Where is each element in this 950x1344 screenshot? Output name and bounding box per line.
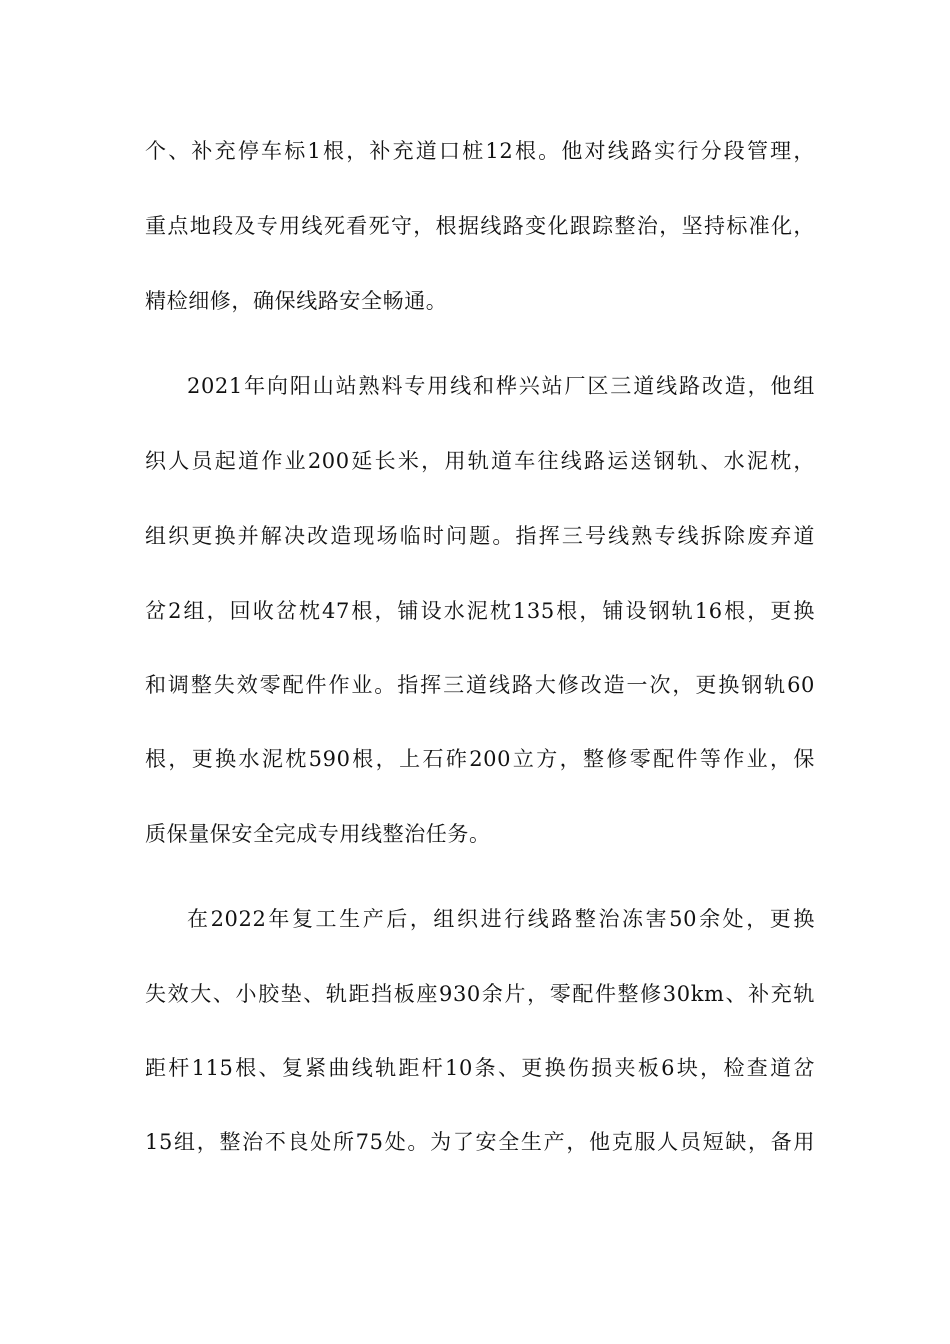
- p2-line-2: 织人员起道作业200延长米，用轨道车往线路运送钢轨、水泥枕，: [145, 449, 815, 473]
- p2-line-7: 质保量保安全完成专用线整治任务。: [145, 822, 491, 846]
- p3-line-3: 距杆115根、复紧曲线轨距杆10条、更换伤损夹板6块，检查道岔: [145, 1056, 815, 1080]
- p2-line-4: 岔2组，回收岔枕47根，铺设水泥枕135根，铺设钢轨16根，更换: [145, 599, 815, 623]
- p1-line-1: 个、补充停车标1根，补充道口桩12根。他对线路实行分段管理，: [145, 139, 815, 163]
- p1-line-3: 精检细修，确保线路安全畅通。: [145, 289, 448, 313]
- p1-line-2: 重点地段及专用线死看死守，根据线路变化跟踪整治，坚持标准化，: [145, 214, 815, 238]
- p3-line-4: 15组，整治不良处所75处。为了安全生产，他克服人员短缺，备用: [145, 1130, 815, 1154]
- p3-line-2: 失效大、小胶垫、轨距挡板座930余片，零配件整修30km、补充轨: [145, 982, 815, 1006]
- p2-line-5: 和调整失效零配件作业。指挥三道线路大修改造一次，更换钢轨60: [145, 673, 815, 697]
- p2-line-6: 根，更换水泥枕590根，上石砟200立方，整修零配件等作业，保: [145, 747, 815, 771]
- p2-line-3: 组织更换并解决改造现场临时问题。指挥三号线熟专线拆除废弃道: [145, 524, 815, 548]
- p3-line-1: 在2022年复工生产后，组织进行线路整治冻害50余处，更换: [187, 907, 815, 931]
- p2-line-1: 2021年向阳山站熟料专用线和桦兴站厂区三道线路改造，他组: [187, 374, 815, 398]
